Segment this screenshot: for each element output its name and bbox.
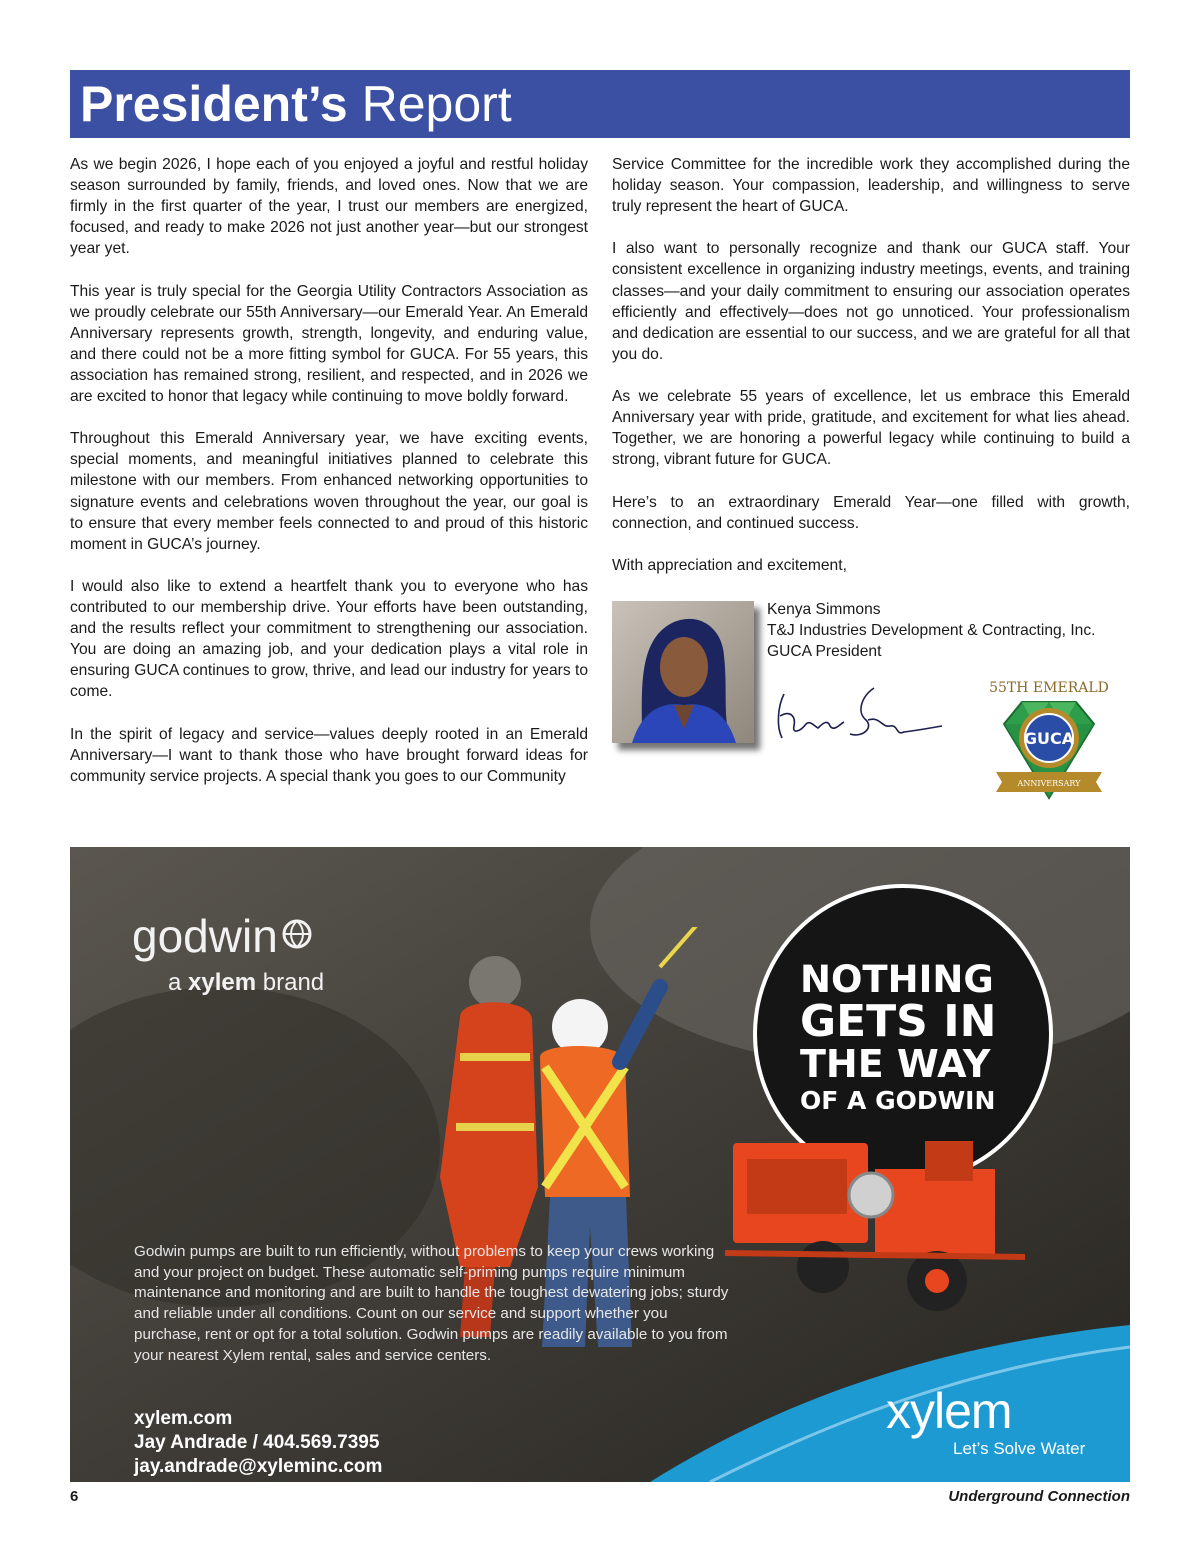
brand-line-bold: xylem (188, 969, 257, 996)
page-number: 6 (70, 1488, 79, 1505)
page-title-light: Report (361, 76, 512, 132)
letter-paragraph: This year is truly special for the Georgia Utility Contractors Association as we proudly celebrate our 55th Anniversary—our Emerald Year. An Emerald Anniversary represents growth, strength, longevity, and enduring value, and there could not be a more fitting symbol for GUCA. For 55 years, this association has remained strong, resilient, and respected, and in 2026 we are excited to honor that legacy while continuing to move boldly forward. (70, 282, 588, 406)
letter-column-left (70, 154, 588, 808)
brand-line-suffix: brand (262, 969, 325, 996)
letter-paragraph: Service Committee for the incredible work they accomplished during the holiday season. Your compassion, leadership, and willingness to serve truly represent the heart of GUCA. (612, 156, 1130, 216)
headline-line: THE WAY (800, 1042, 991, 1086)
seal-ribbon-text: ANNIVERSARY (1017, 779, 1081, 788)
ad-contact (134, 1407, 382, 1479)
contact-person: Jay Andrade / 404.569.7395 (134, 1432, 380, 1453)
letter-paragraph: As we begin 2026, I hope each of you enjoyed a joyful and restful holiday season surrounded by family, friends, and loved ones. Now that we are firmly in the first quarter of the year, I trust our members are energized, focused, and ready to make 2026 not just another year—but our strongest year yet. (70, 156, 588, 258)
letter-paragraph: Here’s to an extraordinary Emerald Year—one filled with growth, connection, and continued success. (612, 493, 1130, 532)
headline-line: NOTHING (800, 958, 994, 1001)
headline-line: GETS IN (800, 996, 997, 1047)
letter-paragraph: I also want to personally recognize and thank our GUCA staff. Your consistent excellence in organizing industry meetings, events, and training classes—and your daily commitment to ensuring our association operates efficiently and effectively—does not go unnoticed. Your professionalism and dedication are essential to our success, and we are grateful for all that you do. (612, 240, 1130, 363)
title-banner (70, 70, 1130, 138)
headline-line: OF A GODWIN (800, 1086, 996, 1115)
brand-line-prefix: a (168, 969, 182, 996)
letter-column-right (612, 154, 1130, 597)
publication-name: Underground Connection (948, 1488, 1130, 1505)
contact-website[interactable]: xylem.com (134, 1408, 233, 1429)
godwin-wordmark: godwin (132, 910, 278, 962)
seal-center-text: GUCA (1023, 729, 1075, 748)
godwin-advertisement (70, 847, 1130, 1482)
handwritten-signature (770, 676, 950, 756)
xylem-logo: xylem (886, 1383, 1012, 1439)
contact-email[interactable]: jay.andrade@xyleminc.com (134, 1456, 383, 1477)
letter-closing: With appreciation and excitement, (612, 556, 847, 574)
letter-paragraph: In the spirit of legacy and service—values deeply rooted in an Emerald Anniversary—I want to thank those who have brought forward ideas for community service projects. A special thank you goes to our Community (70, 725, 588, 785)
president-name: Kenya Simmons (767, 601, 881, 618)
emerald-anniversary-seal (984, 676, 1114, 806)
ad-body-text: Godwin pumps are built to run efficiently, without problems to keep your crews working and your project on budget. These automatic self-priming pumps require minimum maintenance and monitoring and are built to handle the toughest dewatering jobs; sturdy and reliable under all conditions. Count on our service and support whether you purchase, rent or opt for a total solution. Godwin pumps are readily available to you from your nearest Xylem rental, sales and service centers. (134, 1243, 729, 1364)
president-photo (612, 601, 754, 743)
president-role: GUCA President (767, 643, 882, 661)
president-company: T&J Industries Development & Contracting, Inc. (767, 622, 1096, 640)
seal-top-text: 55TH EMERALD (989, 680, 1109, 696)
page-title (80, 74, 512, 134)
page-title-bold: President’s (80, 76, 348, 132)
letter-paragraph: I would also like to extend a heartfelt thank you to everyone who has contributed to our membership drive. Your efforts have been outstanding, and the results reflect your commitment to strengthening our association. You are doing an amazing job, and your dedication plays a vital role in ensuring GUCA continues to grow, thrive, and lead our industry for years to come. (70, 577, 588, 701)
signature-block (767, 599, 1095, 662)
xylem-tagline: Let’s Solve Water (953, 1439, 1086, 1458)
letter-paragraph: Throughout this Emerald Anniversary year, we have exciting events, special moments, and meaningful initiatives planned to celebrate this milestone with our members. From enhanced networking opportunities to signature events and celebrations woven throughout the year, our goal is to ensure that every member feels connected to and proud of this historic moment in GUCA’s journey. (70, 430, 588, 553)
letter-paragraph: As we celebrate 55 years of excellence, let us embrace this Emerald Anniversary year with pride, gratitude, and excitement for what lies ahead. Together, we are honoring a powerful legacy while continuing to build a strong, vibrant future for GUCA. (612, 388, 1130, 469)
